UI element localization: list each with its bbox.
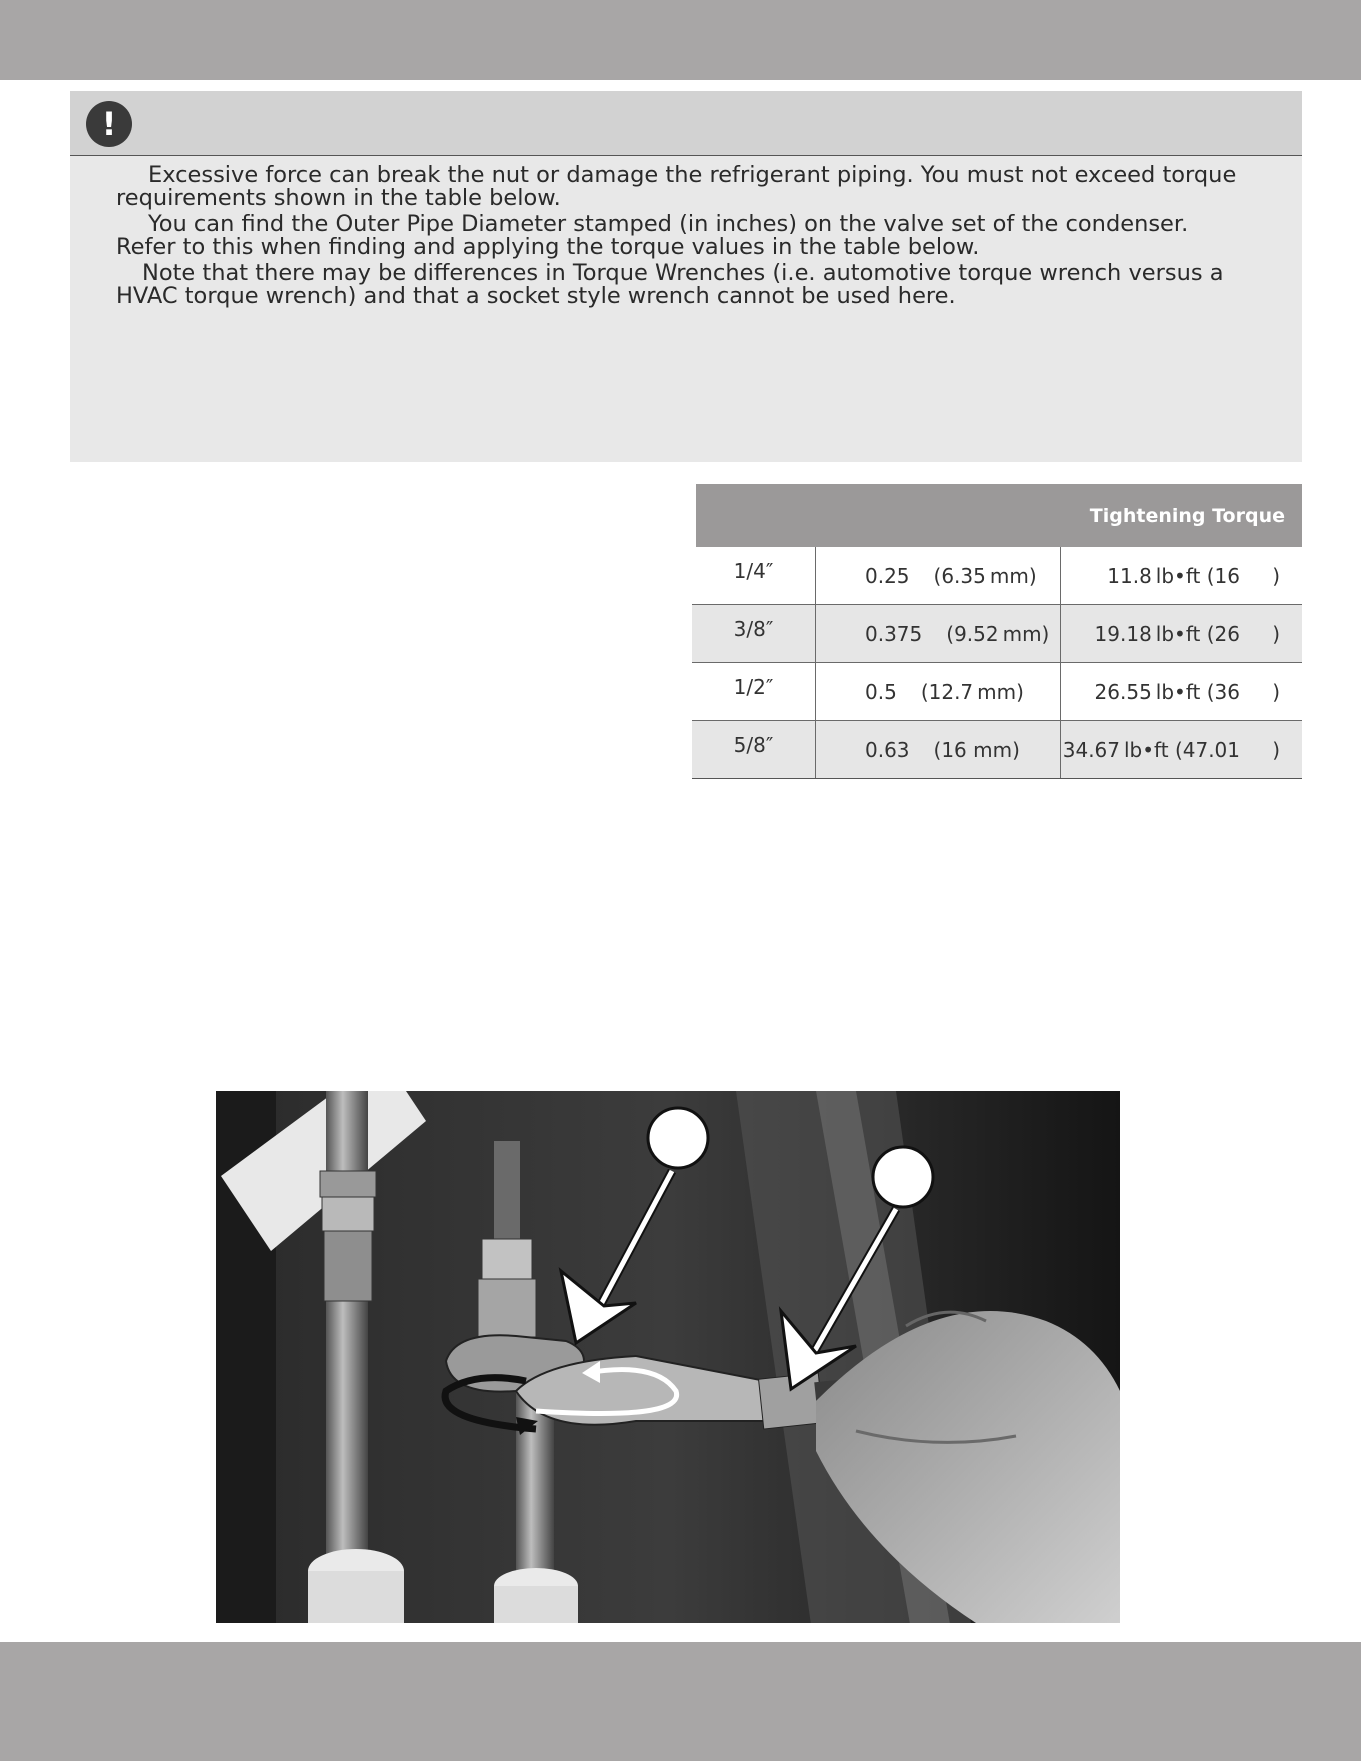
diameter-inch: 0.25 — [865, 564, 910, 588]
notice-body — [70, 156, 1302, 308]
table-row — [692, 663, 1302, 721]
diameter-cell — [816, 547, 1061, 604]
torque-cell — [1061, 721, 1302, 778]
table-row — [692, 721, 1302, 779]
header-tightening-torque: Tightening Torque — [1089, 504, 1285, 527]
notice-paragraph: Note that there may be differences in Torque Wrenches (i.e. automotive torque wrench versus a HVAC torque wrench) and that a socket style wrench cannot be used here. — [116, 260, 1224, 309]
diameter-inch: 0.375 — [865, 622, 923, 646]
diameter-cell — [816, 605, 1061, 662]
torque-cell — [1061, 547, 1302, 604]
table-row — [692, 547, 1302, 605]
pipe-size-cell: 1/2″ — [692, 663, 816, 720]
torque-cell — [1061, 605, 1302, 662]
exclamation-circle-icon: ! — [86, 101, 132, 147]
diameter-inch: 0.5 — [865, 680, 897, 704]
diameter-mm: (6.35 mm) — [933, 564, 1037, 588]
notice-header — [70, 91, 1302, 156]
diameter-mm: (12.7 mm) — [920, 680, 1024, 704]
diameter-mm: (16 mm) — [933, 738, 1020, 762]
diameter-cell — [816, 721, 1061, 778]
caution-notice — [70, 91, 1302, 462]
pipe-size-cell: 5/8″ — [692, 721, 816, 778]
pipe-size-cell: 1/4″ — [692, 547, 816, 604]
torque-cell — [1061, 663, 1302, 720]
wrench-photo — [216, 1091, 1120, 1623]
torque-value: 26.55 lb•ft (36 — [1094, 680, 1240, 704]
notice-paragraph: You can find the Outer Pipe Diameter stamped (in inches) on the valve set of the condenser. Refer to this when finding and applying the torque values in the table below. — [116, 211, 1189, 260]
torque-close-paren: ) — [1272, 564, 1280, 588]
torque-close-paren: ) — [1272, 738, 1280, 762]
diameter-inch: 0.63 — [865, 738, 910, 762]
pipe-size-cell: 3/8″ — [692, 605, 816, 662]
torque-close-paren: ) — [1272, 622, 1280, 646]
diameter-mm: (9.52 mm) — [946, 622, 1050, 646]
wrench-photo-illustration — [216, 1091, 1120, 1623]
table-row — [692, 605, 1302, 663]
torque-value: 34.67 lb•ft (47.01 — [1062, 738, 1240, 762]
torque-table — [692, 484, 1302, 779]
torque-close-paren: ) — [1272, 680, 1280, 704]
bottom-bar — [0, 1642, 1361, 1761]
table-header — [696, 484, 1302, 547]
top-bar — [0, 0, 1361, 80]
notice-paragraph: Excessive force can break the nut or damage the refrigerant piping. You must not exceed torque requirements shown in the table below. — [116, 162, 1237, 211]
torque-value: 19.18 lb•ft (26 — [1094, 622, 1240, 646]
diameter-cell — [816, 663, 1061, 720]
torque-value: 11.8 lb•ft (16 — [1107, 564, 1240, 588]
